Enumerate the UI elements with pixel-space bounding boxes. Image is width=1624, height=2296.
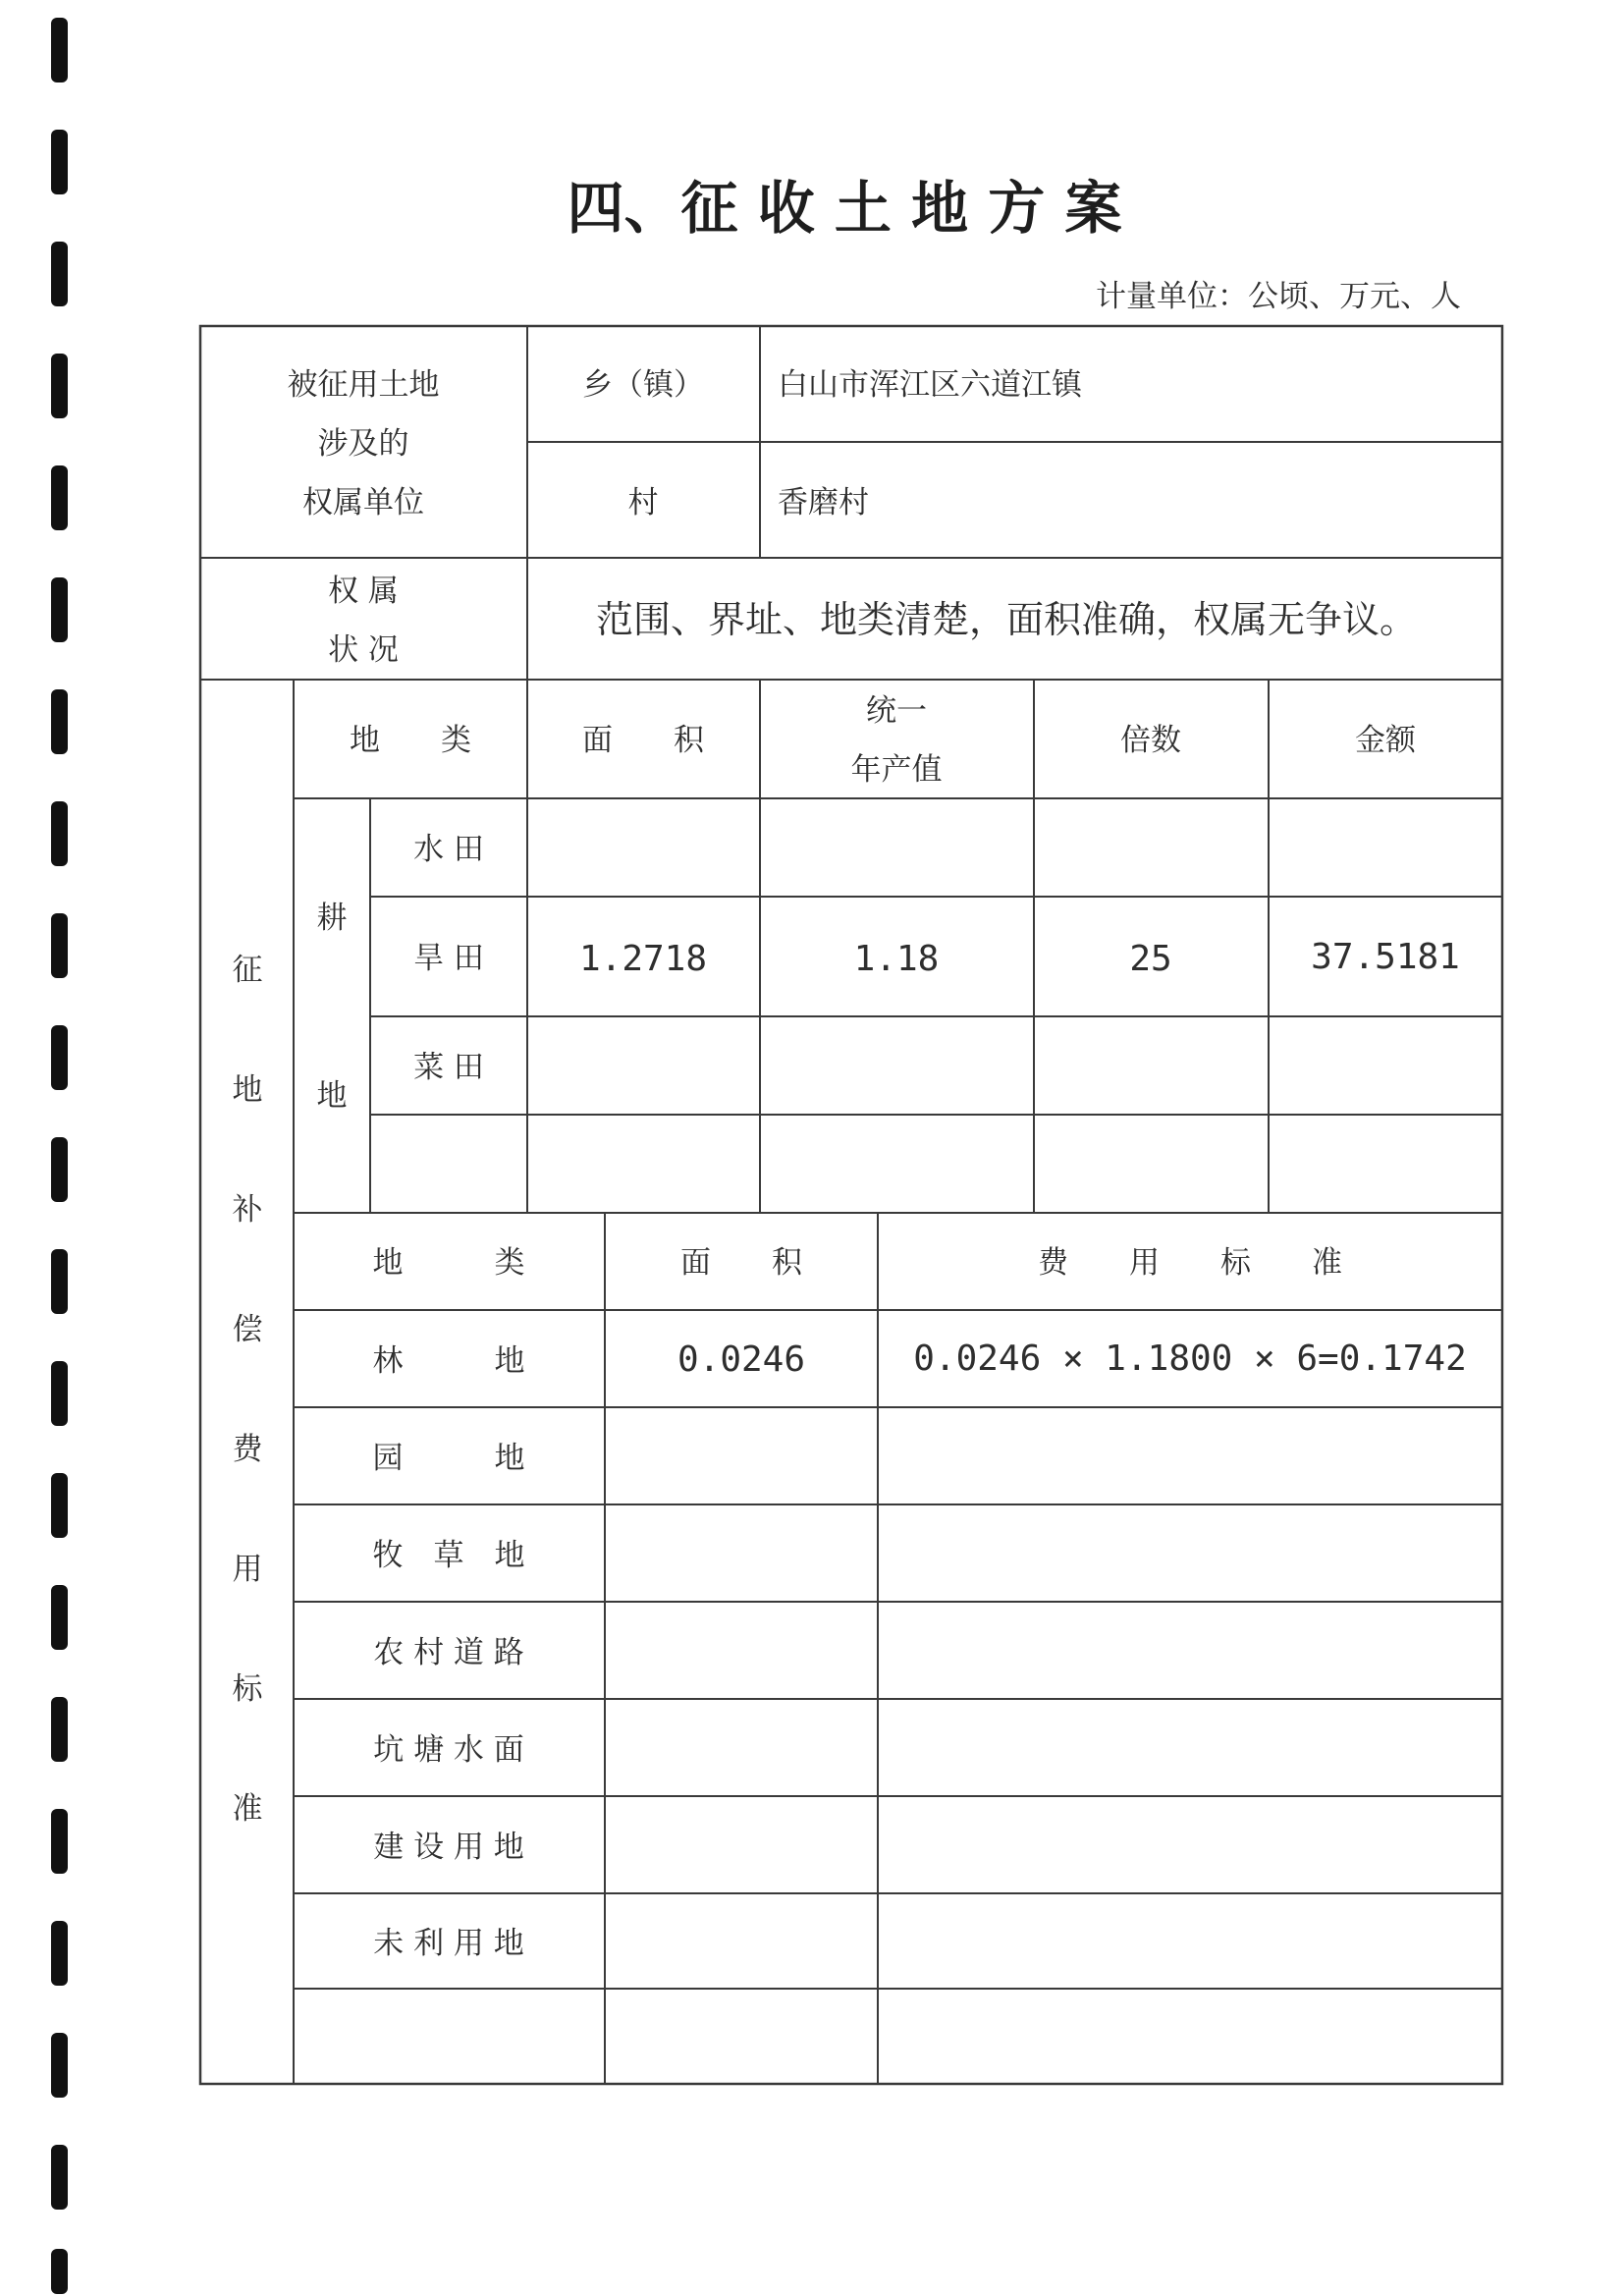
other-land-type: 牧 草 地 bbox=[372, 1538, 525, 1573]
farmland-group-label-char: 耕 bbox=[316, 901, 348, 936]
side-label-char: 准 bbox=[232, 1791, 263, 1827]
ownership-unit-label-3: 权属单位 bbox=[302, 485, 424, 520]
farmland-unified: 1.18 bbox=[853, 939, 940, 979]
other-land-row bbox=[373, 1339, 1467, 1380]
side-label-char: 标 bbox=[232, 1671, 263, 1707]
town-value: 白山市浑江区六道江镇 bbox=[778, 367, 1082, 403]
other-land-row bbox=[373, 1538, 525, 1573]
farmland-header-multiple: 倍数 bbox=[1120, 723, 1181, 758]
village-label: 村 bbox=[627, 485, 659, 520]
other-land-type: 园 地 bbox=[372, 1441, 525, 1476]
farmland-amount: 37.5181 bbox=[1311, 937, 1460, 977]
farmland-header-area: 面 积 bbox=[582, 723, 704, 758]
other-land-type: 建 设 用 地 bbox=[373, 1830, 524, 1865]
ownership-status-value: 范围、界址、地类清楚，面积准确，权属无争议。 bbox=[595, 598, 1418, 641]
farmland-area: 1.2718 bbox=[578, 939, 708, 979]
village-value: 香磨村 bbox=[778, 485, 869, 520]
ownership-unit-label-1: 被征用土地 bbox=[287, 367, 440, 403]
farmland-header-unified-2: 年产值 bbox=[850, 752, 943, 788]
other-land-row bbox=[373, 1441, 525, 1476]
farmland-type: 水 田 bbox=[413, 832, 484, 867]
ownership-unit-label-2: 涉及的 bbox=[317, 426, 409, 462]
ownership-status-label-2: 状 况 bbox=[328, 632, 399, 668]
other-land-type: 林 地 bbox=[372, 1343, 525, 1379]
other-land-row bbox=[373, 1732, 524, 1768]
side-label-char: 费 bbox=[232, 1432, 263, 1467]
other-land-type: 坑 塘 水 面 bbox=[373, 1732, 524, 1768]
side-label-char: 偿 bbox=[232, 1312, 263, 1347]
farmland-header-unified-1: 统一 bbox=[866, 693, 927, 729]
unit-note: 计量单位：公顷、万元、人 bbox=[1096, 279, 1461, 314]
other-land-area: 0.0246 bbox=[677, 1339, 806, 1380]
town-label: 乡（镇） bbox=[582, 367, 704, 403]
page-title: 四、征 收 土 地 方 案 bbox=[567, 175, 1122, 242]
farmland-row bbox=[413, 937, 1460, 979]
other-land-row bbox=[373, 1635, 524, 1670]
farmland-row bbox=[413, 1050, 484, 1085]
other-header-standard: 费 用 标 准 bbox=[1038, 1245, 1342, 1281]
farmland-header-amount: 金额 bbox=[1355, 723, 1416, 758]
side-label-char: 用 bbox=[232, 1552, 263, 1587]
other-land-row bbox=[373, 1830, 524, 1865]
side-label-char: 补 bbox=[232, 1192, 263, 1228]
farmland-multiple: 25 bbox=[1129, 939, 1172, 979]
other-land-standard: 0.0246 × 1.1800 × 6=0.1742 bbox=[913, 1339, 1467, 1379]
ownership-status-label-1: 权 属 bbox=[328, 574, 399, 609]
other-land-type: 农 村 道 路 bbox=[373, 1635, 524, 1670]
farmland-type: 菜 田 bbox=[413, 1050, 484, 1085]
farmland-header-land-type: 地 类 bbox=[350, 723, 471, 758]
farmland-group-label-char: 地 bbox=[316, 1078, 348, 1114]
side-label-char: 地 bbox=[232, 1072, 263, 1108]
other-header-land-type: 地 类 bbox=[372, 1245, 525, 1281]
other-land-row bbox=[373, 1926, 524, 1961]
other-header-area: 面 积 bbox=[680, 1245, 802, 1281]
side-label-char: 征 bbox=[232, 953, 263, 988]
farmland-row bbox=[413, 832, 484, 867]
other-land-type: 未 利 用 地 bbox=[373, 1926, 524, 1961]
compensation-side-label bbox=[233, 953, 264, 1827]
farmland-type: 旱 田 bbox=[413, 941, 484, 976]
binding-marks bbox=[51, 18, 68, 2294]
